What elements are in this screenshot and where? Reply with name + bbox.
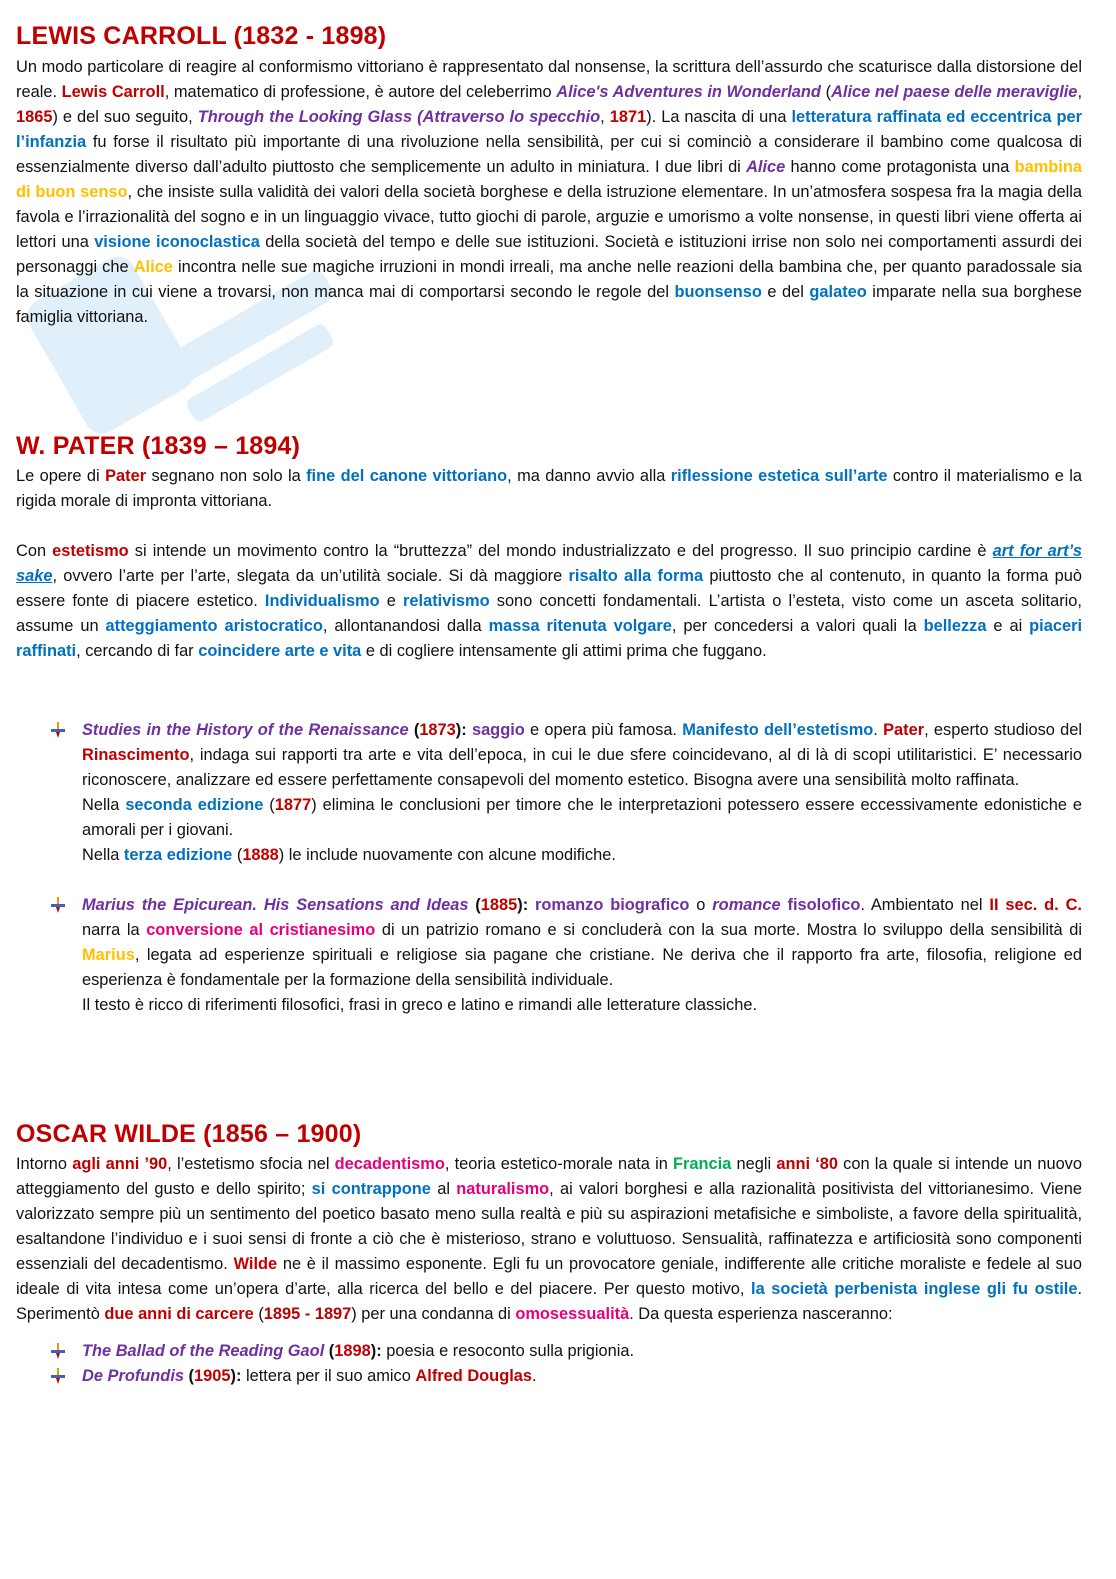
section-title: OSCAR WILDE (1856 – 1900) bbox=[16, 1120, 362, 1148]
list-item: De Profundis (1905): lettera per il suo amico Alfred Douglas. bbox=[16, 1364, 1082, 1389]
pushpin-icon bbox=[50, 1368, 66, 1384]
section-title: W. PATER (1839 – 1894) bbox=[16, 432, 301, 460]
list-item: Studies in the History of the Renaissance (1873): saggio e opera più famosa. Manifesto dell’estetismo. Pater, esperto studioso del Rinascimento, indaga sui rapporti tra arte e vita dell’epoca, in cui le due sfere coincidevano, al di là di scopi utilitaristici. E’ necessario riconoscere, analizzare ed essere perfettamente consapevoli del momento estetico. Bisogna avere una sensibilità molto raffinata. Nella seconda edizione (1877) elimina le conclusioni per timore che le interpretazioni potessero essere eccessivamente edonistiche e amorali per i giovani. Nella terza edizione (1888) le include nuovamente con alcune modifiche. bbox=[16, 718, 1082, 868]
bullet-list bbox=[16, 718, 1082, 1018]
section-title: LEWIS CARROLL (1832 - 1898) bbox=[16, 22, 387, 50]
paragraph: Le opere di Pater segnano non solo la fine del canone vittoriano, ma danno avvio alla riflessione estetica sull’arte contro il materialismo e la rigida morale di impronta vittoriana. bbox=[16, 467, 1082, 510]
pushpin-icon bbox=[50, 897, 66, 913]
section-lewis-carroll bbox=[16, 18, 1082, 330]
list-spacer bbox=[16, 868, 1082, 893]
section-oscar-wilde bbox=[16, 1116, 1082, 1389]
list-item: The Ballad of the Reading Gaol (1898): poesia e resoconto sulla prigionia. bbox=[16, 1339, 1082, 1364]
paragraph: Un modo particolare di reagire al conformismo vittoriano è rappresentato dal nonsense, la scrittura dell’assurdo che scaturisce dalla distorsione del reale. Lewis Carroll, matematico di professione, è autore del celeberrimo Alice's Adventures in Wonderland (Alice nel paese delle meraviglie, 1865) e del suo seguito, Through the Looking Glass (Attraverso lo specchio, 1871). La nascita di una letteratura raffinata ed eccentrica per l’infanzia fu forse il risultato più importante di una rivoluzione nella sensibilità, per cui si cominciò a considerare il bambino come qualcosa di essenzialmente diverso dall’adulto piuttosto che semplicemente un adulto in miniatura. I due libri di Alice hanno come protagonista una bambina di buon senso, che insiste sulla validità dei valori della società borghese e della istruzione elementare. In un’atmosfera sospesa fra la magia della favola e l’irrazionalità del sogno e in un linguaggio vivace, tutto giochi di parole, arguzie e umorismo a volte nonsense, in questi libri viene offerta ai lettori una visione iconoclastica della società del tempo e delle sue istituzioni. Società e istituzioni irrise non solo nei comportamenti assurdi dei personaggi che Alice incontra nelle sue magiche irruzioni in mondi irreali, ma anche nelle reazioni della bambina che, per quanto paradossale sia la situazione in cui viene a trovarsi, non manca mai di comportarsi secondo le regole del buonsenso e del galateo imparate nella sua borghese famiglia vittoriana. bbox=[16, 58, 1082, 326]
pushpin-icon bbox=[50, 722, 66, 738]
pushpin-icon bbox=[50, 1343, 66, 1359]
bullet-list bbox=[16, 1339, 1082, 1389]
paragraph: Intorno agli anni ’90, l’estetismo sfocia nel decadentismo, teoria estetico-morale nata in Francia negli anni ‘80 con la quale si intende un nuovo atteggiamento del gusto e dello spirito; si contrappone al naturalismo, ai valori borghesi e alla razionalità positivista del vittorianesimo. Viene valorizzato sempre più un sentimento del poetico basato meno sulla realtà e più su aspirazioni metafisiche e simboliste, a favore della spiritualità, esaltandone l’individuo e i suoi sensi di fronte a ciò che è misterioso, strano e voluttuoso. Sensualità, raffinatezza e artificiosità sono componenti essenziali del decadentismo. Wilde ne è il massimo esponente. Egli fu un provocatore geniale, indifferente alle critiche moraliste e fedele al suo ideale di vita intesa come un’opera d’arte, alla ricerca del bello e del piacere. Per questo motivo, la società perbenista inglese gli fu ostile. Sperimentò due anni di carcere (1895 - 1897) per una condanna di omosessualità. Da questa esperienza nasceranno: bbox=[16, 1155, 1082, 1323]
section-pater bbox=[16, 428, 1082, 1018]
paragraph: Con estetismo si intende un movimento contro la “bruttezza” del mondo industrializzato e del progresso. Il suo principio cardine è art for art’s sake, ovvero l’arte per l’arte, slegata da un’utilità sociale. Si dà maggiore risalto alla forma piuttosto che al contenuto, in quanto la forma può essere fonte di piacere estetico. Individualismo e relativismo sono concetti fondamentali. L’artista o l’esteta, visto come un asceta solitario, assume un atteggiamento aristocratico, allontanandosi dalla massa ritenuta volgare, per concedersi a valori quali la bellezza e ai piaceri raffinati, cercando di far coincidere arte e vita e di cogliere intensamente gli attimi prima che fuggano. bbox=[16, 542, 1083, 660]
document-page bbox=[16, 18, 1082, 1389]
list-item: Marius the Epicurean. His Sensations and Ideas (1885): romanzo biografico o romance fisolofico. Ambientato nel II sec. d. C. narra la conversione al cristianesimo di un patrizio romano e si concluderà con la sua morte. Mostra lo sviluppo della sensibilità di Marius, legata ad esperienze spirituali e religiose sia pagane che cristiane. Ne deriva che il rapporto fra arte, filosofia, religione ed esperienza è fondamentale per la formazione della sensibilità individuale. Il testo è ricco di riferimenti filosofici, frasi in greco e latino e rimandi alle letterature classiche. bbox=[16, 893, 1082, 1018]
